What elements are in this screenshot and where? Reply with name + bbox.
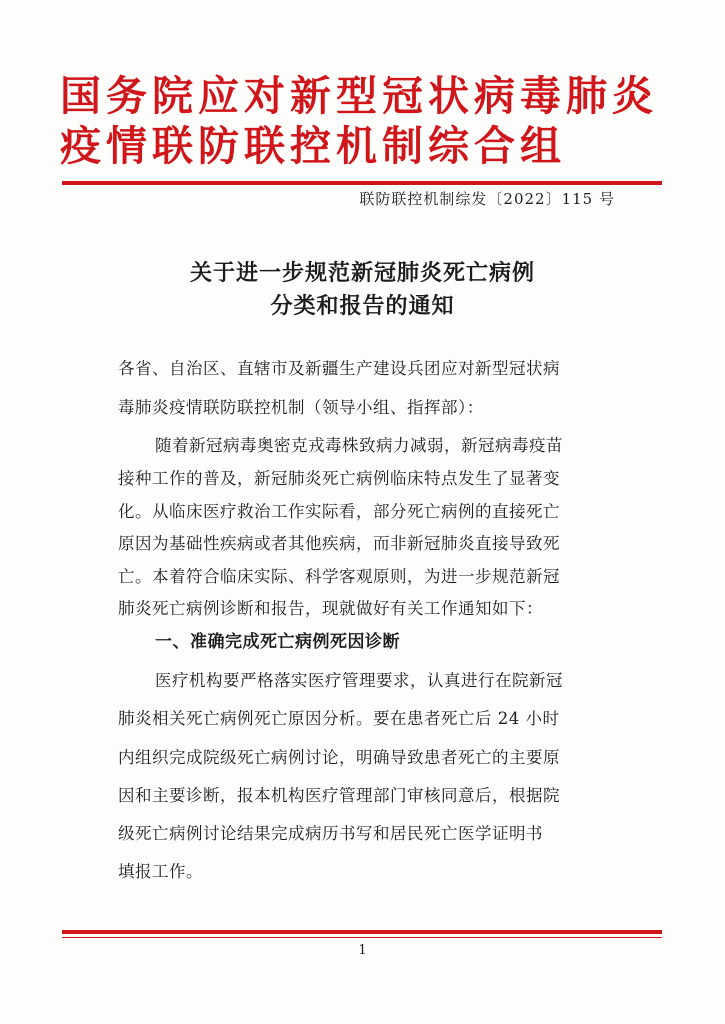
paragraph-2-line-4: 因和主要诊断，报本机构医疗管理部门审核同意后，根据院 (118, 786, 560, 805)
page-number: 1 (358, 943, 367, 958)
paragraph-1-line-1: 随着新冠病毒奥密克戎毒株致病力减弱，新冠病毒疫苗 (155, 436, 563, 455)
paragraph-2-line-2: 肺炎相关死亡病例死亡原因分析。要在患者死亡后 24 小时 (118, 709, 560, 728)
addressee-line-2: 毒肺炎疫情联防联控机制（领导小组、指挥部）： (118, 398, 484, 417)
paragraph-1-line-4: 原因为基础性疾病或者其他疾病，而非新冠肺炎直接导致死 (118, 534, 560, 553)
document-number: 联防联控机制综发〔2022〕115 号 (359, 190, 615, 208)
footer-red-rule (62, 930, 662, 934)
header-red-rule (62, 181, 662, 185)
document-title-line-1: 关于进一步规范新冠肺炎死亡病例 (189, 261, 535, 286)
paragraph-1-line-5: 亡。本着符合临床实际、科学客观原则，为进一步规范新冠 (118, 567, 560, 586)
issuer-line-1: 国务院应对新型冠状病毒肺炎 (60, 72, 658, 120)
section-1-heading: 一、准确完成死亡病例死因诊断 (155, 632, 400, 652)
paragraph-1-line-2: 接种工作的普及，新冠肺炎死亡病例临床特点发生了显著变 (118, 469, 560, 488)
footer-red-rule-thin (62, 937, 662, 938)
paragraph-2-line-6: 填报工作。 (118, 862, 203, 881)
paragraph-2-line-3: 内组织完成院级死亡病例讨论，明确导致患者死亡的主要原 (118, 748, 560, 767)
paragraph-2-line-5: 级死亡病例讨论结果完成病历书写和居民死亡医学证明书 (118, 824, 543, 843)
paragraph-1-line-3: 化。从临床医疗救治工作实际看，部分死亡病例的直接死亡 (118, 502, 560, 521)
addressee-line-1: 各省、自治区、直辖市及新疆生产建设兵团应对新型冠状病 (118, 359, 560, 378)
document-title-line-2: 分类和报告的通知 (270, 294, 455, 319)
paragraph-2-line-1: 医疗机构要严格落实医疗管理要求，认真进行在院新冠 (155, 671, 563, 690)
issuer-line-2: 疫情联防联控机制综合组 (60, 122, 566, 170)
paragraph-1-line-6: 肺炎死亡病例诊断和报告，现就做好有关工作通知如下： (118, 599, 543, 618)
